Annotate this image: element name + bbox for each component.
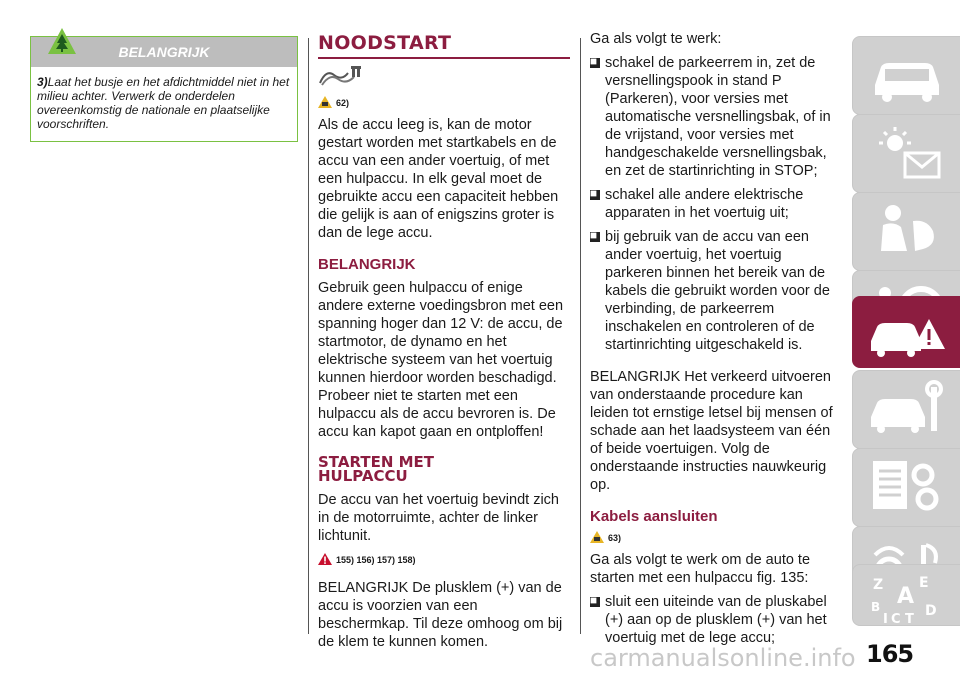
cables-ref: 63) [608, 533, 622, 543]
hand-warning-icon [590, 531, 604, 543]
tab-emergencies[interactable] [852, 296, 960, 368]
svg-text:B: B [871, 600, 881, 614]
checkbox-bullet-icon [590, 597, 600, 607]
checkbox-bullet-icon [590, 190, 600, 200]
environment-note [30, 36, 298, 142]
subsection-title [318, 455, 570, 483]
tab-safety[interactable] [852, 192, 960, 271]
car-wrench-icon [867, 379, 947, 439]
page-number: 165 [866, 640, 914, 668]
environment-note-text: Laat het busje en het afdichtmiddel niet in het milieu achter. Verwerk de onderdelen overeenkomstig de nationale en plaatselijke voorschriften. [37, 75, 290, 131]
breakdown-car-warning-icon [867, 305, 947, 365]
svg-text:E: E [919, 575, 929, 591]
car-dashboard-icon [867, 45, 947, 105]
svg-text:Z: Z [873, 577, 884, 593]
svg-text:I: I [883, 612, 888, 625]
tab-warning-lights[interactable] [852, 114, 960, 193]
checkbox-bullet-icon [590, 232, 600, 242]
paragraph-cables: Ga als volgt te werk om de auto te starten met een hulpaccu fig. 135: [590, 552, 811, 586]
paragraph-intro: Als de accu leeg is, kan de motor gestart worden met startkabels en de accu van een ander voertuig, of met een hulpaccu. In elk geval moet de gebruikte accu een capaciteit hebben die gelijk is aan of enigszins groter is dan de lege accu. [318, 117, 559, 241]
procedure-intro: Ga als volgt te werk: [590, 31, 722, 47]
section-title-rule [318, 57, 570, 59]
warning-ref-row [318, 96, 570, 108]
cables-heading: Kabels aansluiten [590, 508, 718, 525]
environment-note-header [31, 37, 297, 67]
list-item-text: schakel alle andere elektrische apparaten in het voertuig uit; [605, 187, 804, 221]
svg-text:D: D [925, 603, 937, 619]
tab-technical-data[interactable] [852, 448, 960, 527]
tab-index[interactable] [852, 564, 960, 626]
list-item [590, 593, 842, 647]
seat-airbag-icon [867, 201, 947, 261]
important-heading: BELANGRIJK [318, 256, 416, 273]
tab-maintenance[interactable] [852, 370, 960, 449]
list-item-text: bij gebruik van de accu van een ander voertuig, het voertuig parkeren binnen het bereik van de kabels die gebruikt worden voor de verbinding, de parkeerrem inschakelen en controleren of de startinrichting uitgeschakeld is. [605, 229, 830, 353]
paragraph-warning: BELANGRIJK Het verkeerd uitvoeren van onderstaande procedure kan leiden tot ernstige letsel bij mensen of schade aan het laadsysteem van één of beide voertuigen. Volg de onderstaande instructies nauwkeurig op. [590, 369, 833, 493]
paragraph-battery-location: De accu van het voertuig bevindt zich in de motorruimte, achter de linker lichtunit. [318, 492, 559, 544]
tab-dashboard-car[interactable] [852, 36, 960, 115]
lights-message-icon [867, 123, 947, 183]
column-divider [308, 38, 309, 634]
danger-warning-icon [318, 553, 332, 565]
svg-text:C: C [891, 612, 901, 625]
cables-ref-row [590, 531, 842, 543]
column-2 [318, 30, 570, 655]
svg-text:T: T [905, 612, 914, 625]
list-item-text: schakel de parkeerrem in, zet de versnellingspook in stand P (Parkeren), voor versies met automatische versnellingsbak, of in de vrijstand, voor versies met handgeschakelde versnellingsbak, en zet de startinrichting in STOP; [605, 55, 831, 179]
alphabet-index-icon [867, 573, 947, 625]
section-title: NOODSTART [318, 32, 452, 54]
danger-ref-row [318, 553, 570, 565]
column-1 [30, 30, 298, 142]
list-item [590, 54, 842, 180]
watermark: carmanualsonline.info [590, 644, 856, 672]
list-item [590, 228, 842, 354]
list-item-text: sluit een uiteinde van de pluskabel (+) aan op de plusklem (+) van het voertuig met de lege accu; [605, 594, 827, 646]
danger-refs: 155) 156) 157) 158) [336, 555, 416, 565]
subsection-title-line1: STARTEN MET [318, 453, 435, 471]
checkbox-bullet-icon [590, 58, 600, 68]
column-3 [590, 30, 842, 653]
environment-note-title: BELANGRIJK [118, 44, 210, 60]
specs-gears-icon [867, 457, 947, 517]
warning-ref: 62) [336, 98, 350, 108]
environment-note-ref: 3) [37, 75, 48, 89]
column-divider [580, 38, 581, 634]
paragraph-protective-cap: BELANGRIJK De plusklem (+) van de accu is voorzien van een beschermkap. Til deze omhoog om bij de klem te kunnen komen. [318, 580, 563, 650]
hand-warning-icon [318, 96, 332, 108]
environment-note-body [31, 67, 297, 141]
subsection-title-line2: HULPACCU [318, 467, 408, 485]
svg-text:A: A [897, 584, 915, 609]
jump-start-cables-icon [318, 65, 364, 87]
paragraph-important: Gebruik geen hulpaccu of enige andere externe voedingsbron met een spanning hoger dan 12 V: de accu, de startmotor, de dynamo en het elektrische systeem van het voertuig kunnen hierdoor worden beschadigd. Probeer niet te starten met een hulpaccu als de accu bevroren is. De accu kan kapot gaan en ontploffen! [318, 280, 564, 440]
list-item [590, 186, 842, 222]
